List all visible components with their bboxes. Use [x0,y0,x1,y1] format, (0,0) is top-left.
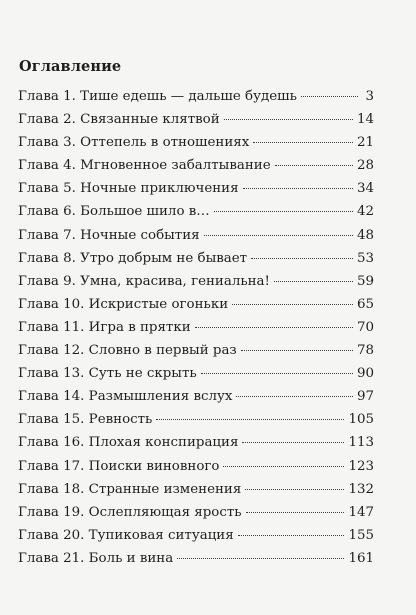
toc-entry [18,501,374,524]
page-number: 97 [356,389,374,405]
dot-leader [236,395,352,397]
page-number: 161 [348,550,374,566]
toc-entry [18,293,374,316]
dot-leader [241,349,353,351]
toc-heading: Оглавление [19,58,122,75]
page-number: 90 [356,366,374,382]
chapter-title: Глава 14. Размышления вслух [18,389,233,405]
page-number: 14 [356,112,374,128]
toc-entry [18,431,374,454]
toc-entry [18,385,374,408]
page-number: 105 [348,412,374,428]
chapter-title: Глава 11. Игра в прятки [18,319,191,335]
dot-leader [242,441,344,443]
toc-entry [18,316,374,339]
toc-entry [18,339,374,362]
dot-leader [245,488,344,490]
toc-entry [18,224,374,247]
chapter-title: Глава 21. Боль и вина [18,550,174,566]
toc-entry [18,177,374,200]
chapter-title: Глава 17. Поиски виновного [18,458,220,474]
page-number: 65 [356,296,374,312]
dot-leader [204,234,353,236]
dot-leader [214,210,353,212]
chapter-title: Глава 18. Странные изменения [18,481,242,497]
toc-entry [18,131,374,154]
toc-entry [18,270,374,293]
page-number: 70 [356,319,374,335]
page-number: 123 [348,458,374,474]
dot-leader [274,280,353,282]
page-number: 53 [356,250,374,266]
chapter-title: Глава 10. Искристые огоньки [18,296,229,312]
chapter-title: Глава 7. Ночные события [18,227,200,243]
dot-leader [243,187,353,189]
toc-entry [18,108,374,131]
page-number: 34 [356,181,374,197]
dot-leader [195,326,353,328]
chapter-title: Глава 15. Ревность [18,412,153,428]
dot-leader [251,257,353,259]
chapter-title: Глава 19. Ослепляющая ярость [18,504,242,520]
page-number: 28 [356,158,374,174]
toc-entry [18,524,374,547]
page-number: 132 [348,481,374,497]
dot-leader [232,303,353,305]
chapter-title: Глава 4. Мгновенное забалтывание [18,158,271,174]
page-number: 48 [356,227,374,243]
chapter-title: Глава 20. Тупиковая ситуация [18,527,234,543]
page-number: 147 [348,504,374,520]
dot-leader [201,372,353,374]
toc-entry [18,362,374,385]
page-number: 78 [356,343,374,359]
dot-leader [156,418,344,420]
page-number: 113 [348,435,374,451]
toc-entry [18,408,374,431]
dot-leader [177,557,344,559]
page-number: 3 [365,89,374,104]
chapter-title: Глава 12. Словно в первый раз [18,343,237,359]
chapter-title: Глава 1. Тише едешь — дальше будешь [18,89,297,104]
page-number: 21 [356,135,374,151]
toc-entry [18,154,374,177]
dot-leader [223,465,344,467]
dot-leader [275,164,353,166]
toc-entry [18,478,374,501]
page-number: 42 [356,204,374,220]
toc-entry [18,247,374,270]
toc-entry [18,200,374,223]
chapter-title: Глава 6. Большое шило в… [18,204,210,220]
page-number: 59 [356,273,374,289]
dot-leader [253,141,353,143]
toc-entry [18,85,374,108]
dot-leader [224,118,353,120]
chapter-title: Глава 5. Ночные приключения [18,181,239,197]
dot-leader [301,95,358,97]
chapter-title: Глава 9. Умна, красива, гениальна! [18,273,270,289]
table-of-contents [18,85,374,570]
chapter-title: Глава 2. Связанные клятвой [18,112,220,128]
page-number: 155 [348,527,374,543]
chapter-title: Глава 13. Суть не скрыть [18,366,197,382]
dot-leader [246,511,345,513]
chapter-title: Глава 16. Плохая конспирация [18,435,239,451]
toc-entry [18,455,374,478]
dot-leader [238,534,345,536]
chapter-title: Глава 3. Оттепель в отношениях [18,135,250,151]
chapter-title: Глава 8. Утро добрым не бывает [18,250,248,266]
toc-entry [18,547,374,570]
